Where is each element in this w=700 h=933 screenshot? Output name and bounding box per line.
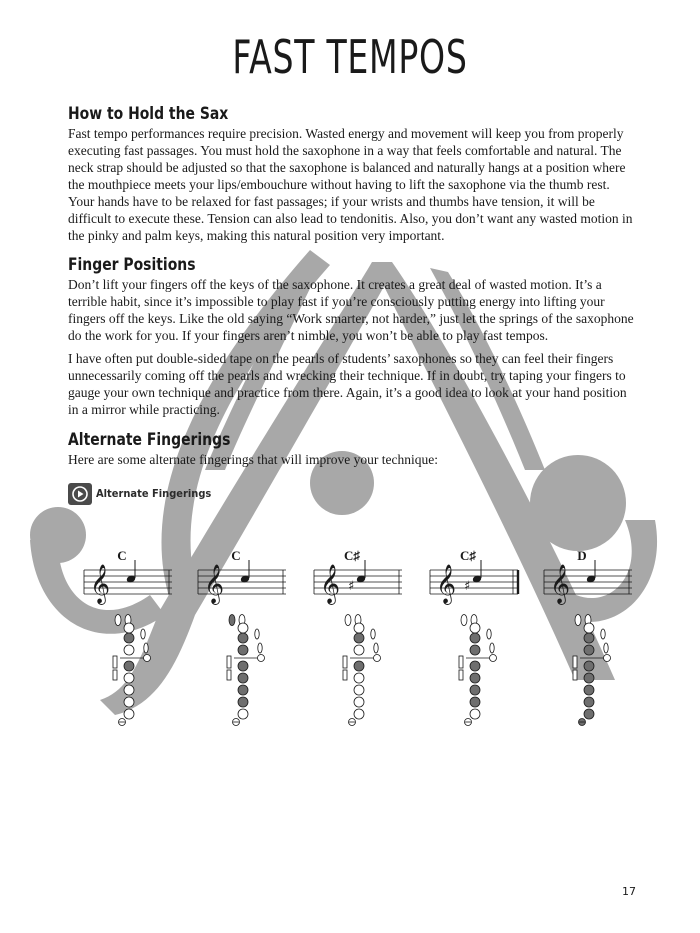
note-name: C	[117, 548, 127, 563]
main-key	[124, 685, 134, 695]
treble-clef-icon: 𝄞	[550, 564, 571, 604]
side-key	[490, 643, 494, 653]
main-key	[584, 645, 594, 655]
palm-key	[115, 615, 121, 626]
palm-key	[461, 615, 467, 626]
main-key	[470, 623, 480, 633]
fingering-column	[422, 548, 526, 733]
fingering-column	[306, 548, 410, 733]
audio-track-label: Alternate Fingerings	[96, 487, 212, 500]
pinky-key	[343, 656, 347, 668]
side-key	[374, 643, 378, 653]
pinky-key	[343, 670, 347, 680]
pinky-key	[459, 670, 463, 680]
main-key	[354, 697, 364, 707]
main-key	[584, 633, 594, 643]
sharp-icon: ♯	[348, 579, 355, 594]
pinky-key	[459, 656, 463, 668]
paragraph-finger-positions-2: I have often put double-sided tape on the pearls of students’ saxophones so they can feel their fingers unnecessarily coming off the pearls and wrecking their technique. If in doubt, try taping your fingers to gauge your own technique and practice from there. Again, it’s a good idea to look at your hand position in a mirror while practicing.	[68, 351, 627, 417]
fingering-chart	[422, 548, 526, 733]
paragraph-how-to-hold: Fast tempo performances require precision. Wasted energy and movement will keep you from properly executing fast passages. You must hold the saxophone in a way that feels comfortable and natural. The neck strap should be adjusted so that the saxophone is balanced and naturally hangs at a position where the mouthpiece meets your lips/embouchure without having to lift the saxophone via the thumb rest. Your hands have to be relaxed for fast passages; if your wrists and thumbs have tension, it will be difficult to execute these. Tension can also lead to tendonitis. Also, you don’t want any wasted motion in the pinky and palm keys, making this natural position very important.	[68, 126, 633, 243]
sharp-icon: ♯	[464, 579, 471, 594]
side-key	[141, 629, 145, 639]
main-key	[238, 623, 248, 633]
fingering-chart	[76, 548, 180, 733]
main-key	[470, 633, 480, 643]
audio-play-icon[interactable]	[68, 483, 92, 505]
paragraph-finger-positions-1: Don’t lift your fingers off the keys of the saxophone. It creates a great deal of wasted motion. It’s a terrible habit, since it’s impossible to play fast if you’re consciously putting energy into lifting your fingers off the keys. Like the old saying “Work smarter, not harder,” just let the springs of the saxophone do the work for you. If your fingers aren’t nimble, you won’t be able to play fast tempos.	[68, 277, 634, 343]
heading-alternate-fingerings: Alternate Fingerings	[68, 430, 231, 450]
main-key	[124, 673, 134, 683]
page-title: FAST TEMPOS	[232, 30, 468, 84]
main-key	[470, 673, 480, 683]
note-name: C♯	[344, 548, 360, 563]
main-key	[584, 673, 594, 683]
main-key	[354, 623, 364, 633]
side-key	[374, 655, 381, 662]
treble-clef-icon: 𝄞	[436, 564, 457, 604]
fingering-chart	[536, 548, 640, 733]
fingering-column	[190, 548, 294, 733]
palm-key	[345, 615, 351, 626]
main-key	[124, 697, 134, 707]
side-key	[258, 643, 262, 653]
main-key	[584, 661, 594, 671]
main-key	[238, 633, 248, 643]
main-key	[354, 633, 364, 643]
paragraph-alternate-fingerings: Here are some alternate fingerings that will improve your technique:	[68, 452, 438, 467]
main-key	[238, 709, 248, 719]
note-name: C♯	[460, 548, 476, 563]
treble-clef-icon: 𝄞	[320, 564, 341, 604]
side-key	[604, 643, 608, 653]
main-key	[584, 685, 594, 695]
pinky-key	[113, 656, 117, 668]
main-key	[238, 673, 248, 683]
main-key	[470, 709, 480, 719]
main-key	[354, 685, 364, 695]
main-key	[584, 623, 594, 633]
main-key	[124, 709, 134, 719]
main-key	[124, 623, 134, 633]
pinky-key	[227, 656, 231, 668]
fingering-column	[76, 548, 180, 733]
heading-how-to-hold: How to Hold the Sax	[68, 104, 229, 124]
note-name: D	[577, 548, 587, 563]
main-key	[124, 633, 134, 643]
main-key	[238, 697, 248, 707]
treble-clef-icon: 𝄞	[90, 564, 111, 604]
main-key	[238, 661, 248, 671]
main-key	[470, 661, 480, 671]
palm-key	[575, 615, 581, 626]
main-key	[124, 661, 134, 671]
pinky-key	[227, 670, 231, 680]
pinky-key	[573, 670, 577, 680]
main-key	[238, 645, 248, 655]
side-key	[255, 629, 259, 639]
main-key	[354, 673, 364, 683]
main-key	[470, 697, 480, 707]
side-key	[371, 629, 375, 639]
side-key	[144, 655, 151, 662]
heading-finger-positions: Finger Positions	[68, 255, 196, 275]
pinky-key	[113, 670, 117, 680]
main-key	[124, 645, 134, 655]
side-key	[144, 643, 148, 653]
main-key	[354, 661, 364, 671]
fingering-column	[536, 548, 640, 733]
side-key	[487, 629, 491, 639]
main-key	[470, 685, 480, 695]
main-key	[584, 697, 594, 707]
main-key	[354, 709, 364, 719]
side-key	[490, 655, 497, 662]
main-key	[354, 645, 364, 655]
watermark-ball-right	[530, 455, 626, 551]
treble-clef-icon: 𝄞	[204, 564, 225, 604]
side-key	[601, 629, 605, 639]
main-key	[584, 709, 594, 719]
main-key	[238, 685, 248, 695]
pinky-key	[573, 656, 577, 668]
side-key	[258, 655, 265, 662]
side-key	[604, 655, 611, 662]
fingering-chart	[306, 548, 410, 733]
fingering-chart	[190, 548, 294, 733]
palm-key	[229, 615, 235, 626]
note-name: C	[231, 548, 241, 563]
page-number: 17	[622, 885, 636, 898]
main-key	[470, 645, 480, 655]
